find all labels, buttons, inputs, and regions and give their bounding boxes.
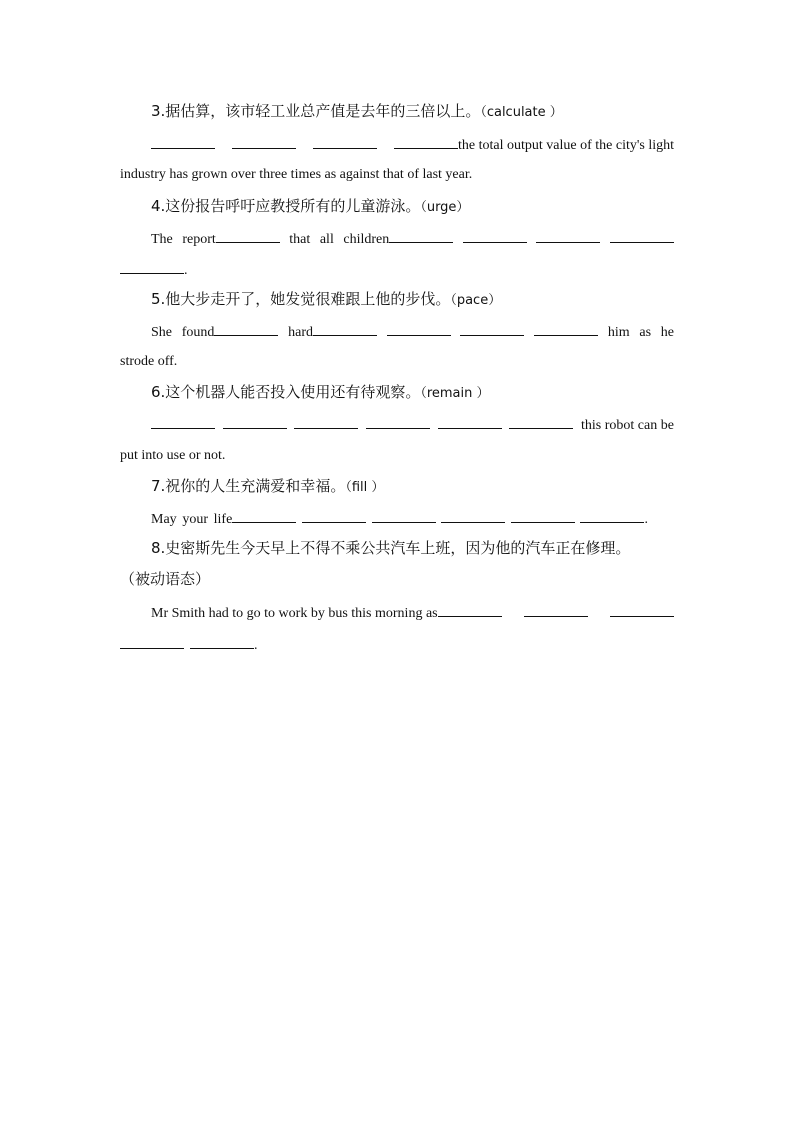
item-3-answer-line-1 [151,134,674,156]
answer-blank[interactable] [580,508,644,523]
word: your [182,512,208,527]
answer-blank[interactable] [216,228,280,243]
answer-blank[interactable] [294,414,358,429]
item-4-hint: （urge） [420,200,470,215]
answer-blank[interactable] [438,602,502,617]
item-3-hint: （calculate ） [480,105,563,120]
item-6-answer-line-1 [151,414,674,436]
answer-blank[interactable] [120,634,184,649]
word: hard [288,325,313,340]
item-7-answer-line-1 [151,508,648,530]
answer-blank[interactable] [366,414,430,429]
item-6-sentence-part-1: this robot can be [581,418,674,433]
answer-blank[interactable] [610,228,674,243]
word: report [182,232,216,247]
item-8-answer-line-2 [120,634,674,656]
item-6-answer-line-2: put into use or not. [120,448,226,463]
word: May [151,512,177,527]
item-3-chinese: 3.据估算，该市轻工业总产值是去年的三倍以上。 [151,102,481,120]
word: as [639,325,652,340]
item-7-hint: （fill ） [345,480,385,495]
answer-blank[interactable] [610,602,674,617]
answer-blank[interactable] [509,414,573,429]
answer-blank[interactable] [120,259,184,274]
word: that [289,232,311,247]
answer-blank[interactable] [389,228,453,243]
item-4-answer-line-1 [151,228,674,250]
answer-blank[interactable] [463,228,527,243]
item-5-answer-line-1 [151,321,674,343]
answer-blank[interactable] [534,321,598,336]
answer-blank[interactable] [232,134,296,149]
word: found [181,325,215,340]
answer-blank[interactable] [394,134,458,149]
answer-blank[interactable] [232,508,296,523]
word: children [343,232,390,247]
item-8-prompt-2: （被动语态） [120,570,211,588]
word: She [151,325,172,340]
answer-blank[interactable] [302,508,366,523]
answer-blank[interactable] [151,414,215,429]
period: . [184,263,188,278]
word: The [151,232,173,247]
word: he [660,325,674,340]
word: life [213,512,233,527]
period: . [644,512,648,527]
item-5-prompt [151,289,674,311]
item-4-prompt [151,196,674,218]
item-5-hint: （pace） [450,293,502,308]
answer-blank[interactable] [214,321,278,336]
word: him [607,325,630,340]
item-7-chinese: 7.祝你的人生充满爱和幸福。 [151,477,346,495]
item-8-answer-line-1 [151,602,674,624]
item-5-answer-line-2: strode off. [120,354,178,369]
answer-blank[interactable] [438,414,502,429]
item-3-answer-line-2: industry has grown over three times as against that of last year. [120,167,473,182]
answer-blank[interactable] [524,602,588,617]
item-6-chinese: 6.这个机器人能否投入使用还有待观察。 [151,383,421,401]
answer-blank[interactable] [387,321,451,336]
item-6-prompt [151,382,674,404]
period: . [254,638,258,653]
item-8-prompt: 8.史密斯先生今天早上不得不乘公共汽车上班，因为他的汽车正在修理。 [151,539,631,557]
answer-blank[interactable] [223,414,287,429]
item-7-prompt [151,476,674,498]
item-4-chinese: 4.这份报告呼吁应教授所有的儿童游泳。 [151,197,421,215]
item-5-chinese: 5.他大步走开了，她发觉很难跟上他的步伐。 [151,290,451,308]
item-6-hint: （remain ） [420,386,490,401]
answer-blank[interactable] [372,508,436,523]
answer-blank[interactable] [151,134,215,149]
item-3-prompt [151,101,674,123]
answer-blank[interactable] [190,634,254,649]
item-8-sentence-part-1: Mr Smith had to go to work by bus this morning as [151,606,438,621]
answer-blank[interactable] [441,508,505,523]
word: all [319,232,334,247]
item-3-sentence-part-1: the total output value of the city's light [458,138,674,153]
answer-blank[interactable] [536,228,600,243]
item-4-answer-line-2 [120,259,674,281]
answer-blank[interactable] [511,508,575,523]
answer-blank[interactable] [460,321,524,336]
answer-blank[interactable] [313,134,377,149]
answer-blank[interactable] [313,321,377,336]
